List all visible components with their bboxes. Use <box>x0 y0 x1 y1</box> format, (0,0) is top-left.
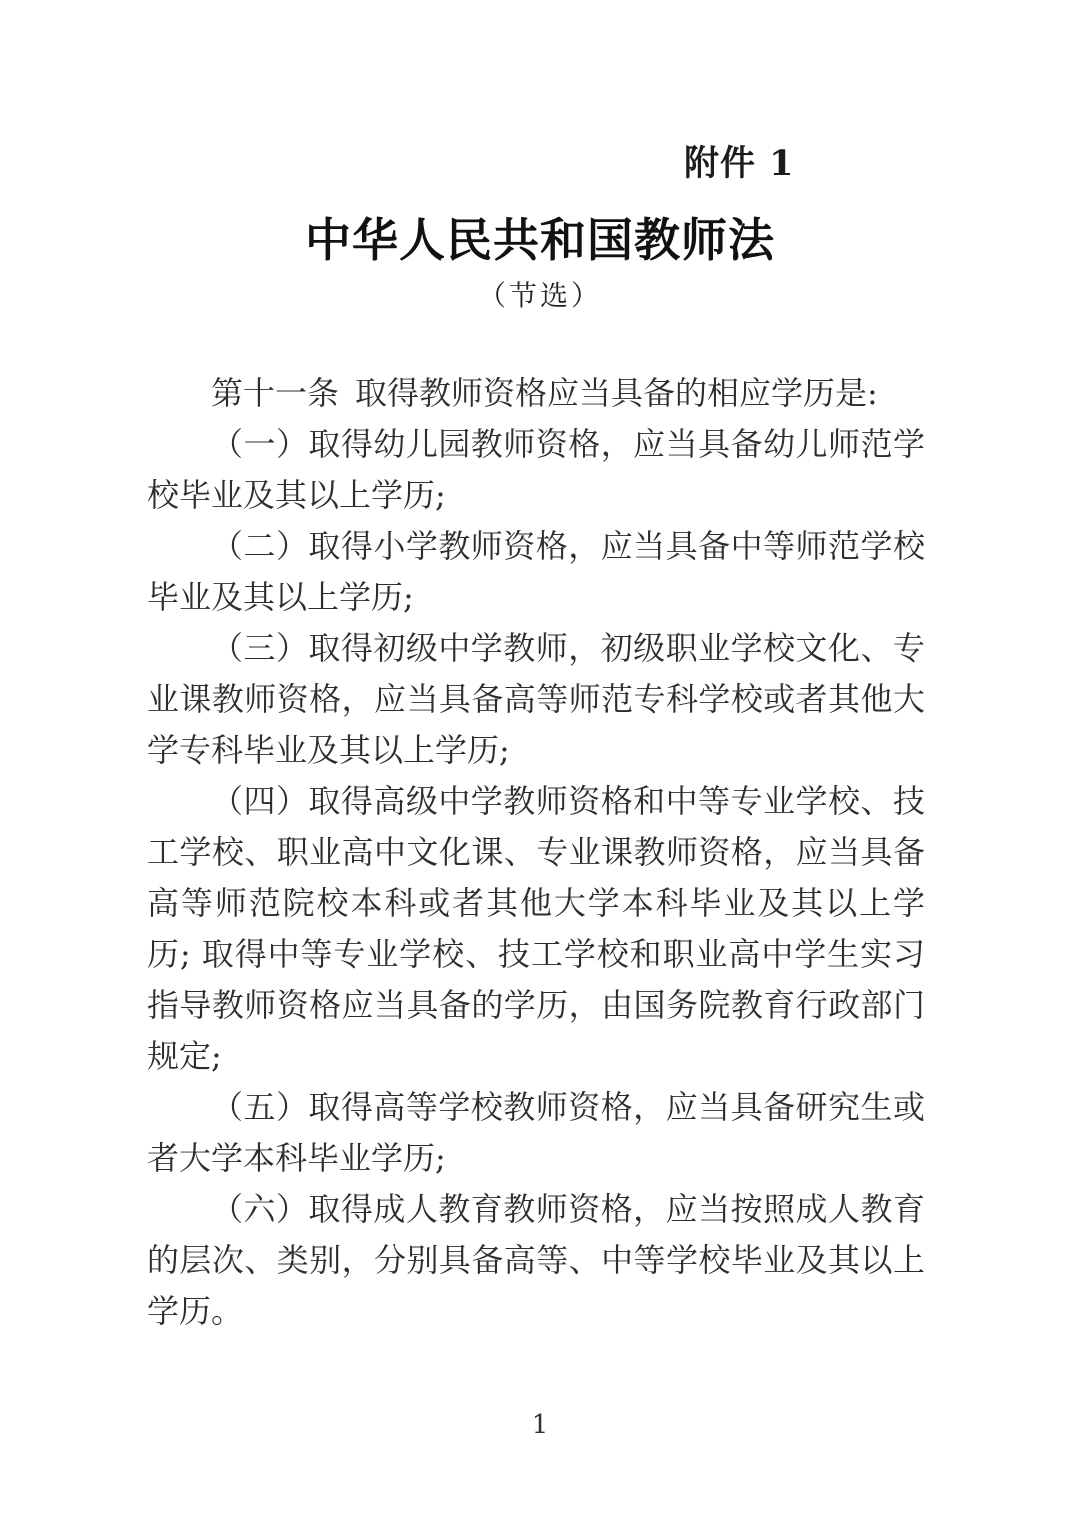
paragraph-item-4: （四）取得高级中学教师资格和中等专业学校、技工学校、职业高中文化课、专业课教师资格，应当具备高等师范院校本科或者其他大学本科毕业及其以上学历; 取得中等专业学校、技工学校和职业高中学生实习指导教师资格应当具备的学历，由国务院教育行政部门规定; <box>147 782 925 1075</box>
paragraph-article-11: 第十一条 取得教师资格应当具备的相应学历是: <box>211 374 878 412</box>
paragraph-item-5: （五）取得高等学校教师资格，应当具备研究生或者大学本科毕业学历; <box>147 1088 925 1177</box>
document-subtitle: （节选） <box>477 279 602 312</box>
document-body <box>147 368 925 1337</box>
paragraph-item-2: （二）取得小学教师资格，应当具备中等师范学校毕业及其以上学历; <box>147 527 925 616</box>
page-number: 1 <box>531 1410 549 1440</box>
paragraph-item-1: （一）取得幼儿园教师资格，应当具备幼儿师范学校毕业及其以上学历; <box>147 425 925 514</box>
paragraph-item-3: （三）取得初级中学教师，初级职业学校文化、专业课教师资格，应当具备高等师范专科学校或者其他大学专科毕业及其以上学历; <box>147 629 925 769</box>
attachment-label: 附件 1 <box>684 143 795 184</box>
paragraph-item-6: （六）取得成人教育教师资格，应当按照成人教育的层次、类别，分别具备高等、中等学校毕业及其以上学历。 <box>147 1190 925 1330</box>
document-title: 中华人民共和国教师法 <box>305 213 775 267</box>
